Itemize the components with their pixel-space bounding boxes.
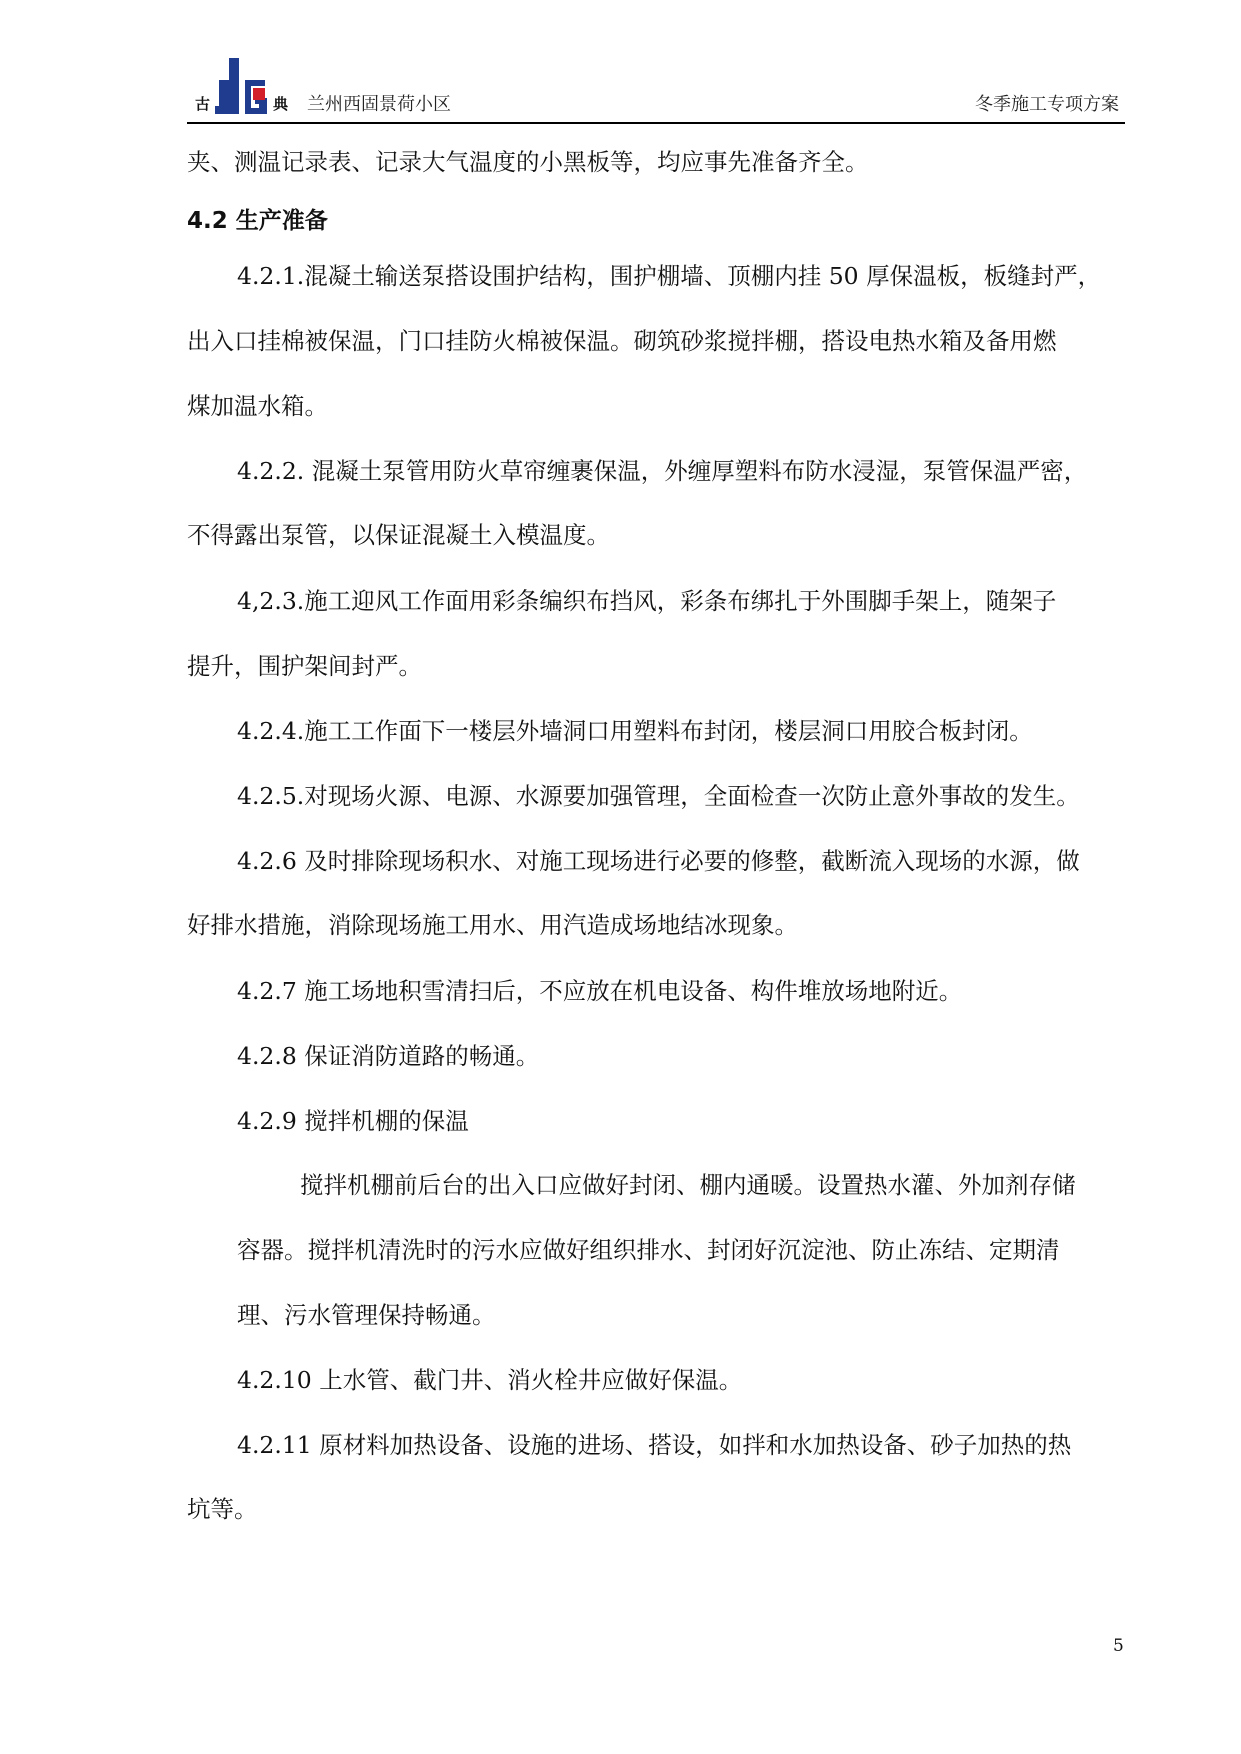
text-line: 容器。搅拌机清洗时的污水应做好组织排水、封闭好沉淀池、防止冻结、定期清 — [237, 1236, 1060, 1264]
logo-char-left: 古 — [195, 95, 211, 113]
header-rule — [187, 122, 1125, 124]
text-line: 4.2.6 及时排除现场积水、对施工现场进行必要的修整，截断流入现场的水源，做 — [237, 847, 1080, 875]
text-line: 理、污水管理保持畅通。 — [237, 1301, 496, 1329]
text-line: 4.2.4.施工工作面下一楼层外墙洞口用塑料布封闭，楼层洞口用胶合板封闭。 — [237, 717, 1033, 745]
text-line: 夹、测温记录表、记录大气温度的小黑板等，均应事先准备齐全。 — [187, 148, 869, 176]
text-line: 4.2.1.混凝土输送泵搭设围护结构，围护棚墙、顶棚内挂 50 厚保温板，板缝封严， — [237, 262, 1102, 290]
project-name: 兰州西固景荷小区 — [307, 94, 451, 115]
text-line: 4.2.2. 混凝土泵管用防火草帘缠裹保温，外缠厚塑料布防水浸湿，泵管保温严密， — [237, 457, 1088, 485]
text-line: 好排水措施，消除现场施工用水、用汽造成场地结冰现象。 — [187, 911, 798, 939]
document-title: 冬季施工专项方案 — [975, 94, 1119, 115]
text-line: 4.2.5.对现场火源、电源、水源要加强管理，全面检查一次防止意外事故的发生。 — [237, 782, 1080, 810]
section-heading: 4.2 生产准备 — [187, 208, 328, 234]
text-line: 4.2.10 上水管、截门井、消火栓井应做好保温。 — [237, 1366, 743, 1394]
page-header — [187, 52, 1125, 124]
logo-char-right: 典 — [273, 95, 289, 113]
text-line: 4.2.9 搅拌机棚的保温 — [237, 1107, 469, 1135]
text-line: 4.2.8 保证消防道路的畅通。 — [237, 1042, 540, 1070]
text-line: 坑等。 — [187, 1495, 258, 1523]
text-line: 4.2.7 施工场地积雪清扫后，不应放在机电设备、构件堆放场地附近。 — [237, 977, 963, 1005]
text-line: 煤加温水箱。 — [187, 392, 328, 420]
text-line: 4,2.3.施工迎风工作面用彩条编织布挡风，彩条布绑扎于外围脚手架上，随架子 — [237, 587, 1057, 615]
text-line: 提升，围护架间封严。 — [187, 652, 422, 680]
text-line: 出入口挂棉被保温，门口挂防火棉被保温。砌筑砂浆搅拌棚，搭设电热水箱及备用燃 — [187, 327, 1057, 355]
text-line: 4.2.11 原材料加热设备、设施的进场、搭设，如拌和水加热设备、砂子加热的热 — [237, 1431, 1072, 1459]
company-logo — [195, 58, 289, 120]
page-number: 5 — [1113, 1636, 1124, 1656]
text-line: 不得露出泵管，以保证混凝土入模温度。 — [187, 521, 610, 549]
text-line: 搅拌机棚前后台的出入口应做好封闭、棚内通暖。设置热水灌、外加剂存储 — [300, 1171, 1076, 1199]
